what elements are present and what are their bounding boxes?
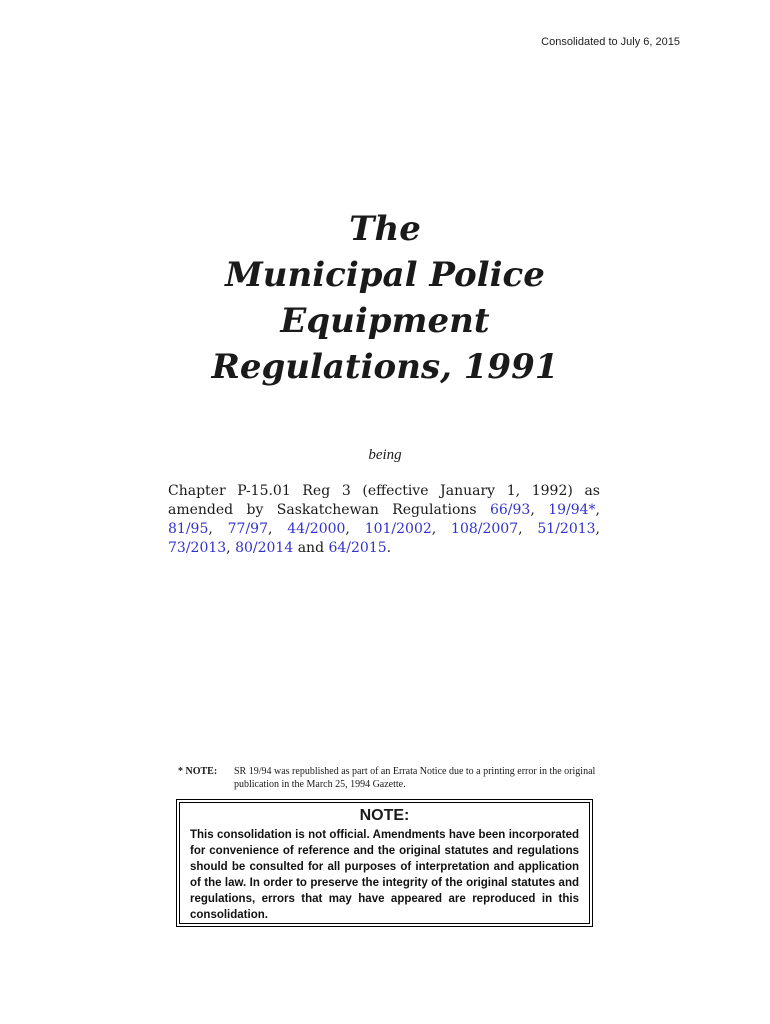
title-line: Municipal Police <box>225 255 545 295</box>
amendment-link[interactable]: 80/2014 <box>235 540 294 556</box>
amendment-separator: , <box>226 540 236 556</box>
title-line: Equipment <box>280 301 490 341</box>
title-line: The <box>349 209 421 249</box>
note-body: This consolidation is not official. Amendments have been incorporated for convenience of reference and the original statutes and regulations should be consulted for all purposes of interpretation and application of the law. In order to preserve the integrity of the original statutes and regulations, errors that may have appeared are reproduced in this consolidation. <box>190 829 579 921</box>
amendment-separator: , <box>530 502 549 518</box>
amendment-link[interactable]: 51/2013 <box>537 521 596 537</box>
amendment-separator: , <box>431 521 452 537</box>
amendment-link[interactable]: 64/2015 <box>328 540 387 556</box>
amendment-link[interactable]: 81/95 <box>168 521 209 537</box>
consolidation-date: Consolidated to July 6, 2015 <box>541 36 680 48</box>
footnote-label: * NOTE: <box>178 766 218 777</box>
amendment-link[interactable]: 108/2007 <box>451 521 519 537</box>
title-line: Regulations, 1991 <box>211 347 559 387</box>
chapter-paragraph <box>168 482 600 558</box>
footnote <box>178 765 598 791</box>
amendment-link[interactable]: 44/2000 <box>287 521 346 537</box>
note-box <box>176 799 593 927</box>
amendment-separator: , <box>345 521 365 537</box>
amendment-separator: , <box>208 521 228 537</box>
note-box-inner <box>179 802 590 924</box>
amendment-separator: , <box>518 521 538 537</box>
being-label: being <box>368 447 402 463</box>
amendment-separator: , <box>595 521 600 537</box>
amendment-link[interactable]: 101/2002 <box>364 521 432 537</box>
amendment-separator: . <box>386 540 392 556</box>
amendment-link[interactable]: 73/2013 <box>168 540 227 556</box>
note-heading: NOTE: <box>359 807 410 824</box>
amendment-link[interactable]: 66/93 <box>489 502 531 518</box>
amendment-separator: , <box>267 521 288 537</box>
amendment-separator: and <box>293 540 329 556</box>
amendment-link[interactable]: 19/94* <box>548 502 596 518</box>
footnote-text: SR 19/94 was republished as part of an Errata Notice due to a printing error in the original publication in the March 25, 1994 Gazette. <box>234 766 596 790</box>
amendment-link[interactable]: 77/97 <box>227 521 268 537</box>
chapter-intro: Chapter P-15.01 Reg 3 (effective January 1, 1992) as amended by Saskatchewan Regulations <box>168 483 600 518</box>
amendment-separator: , <box>595 502 600 518</box>
document-title <box>0 206 770 390</box>
